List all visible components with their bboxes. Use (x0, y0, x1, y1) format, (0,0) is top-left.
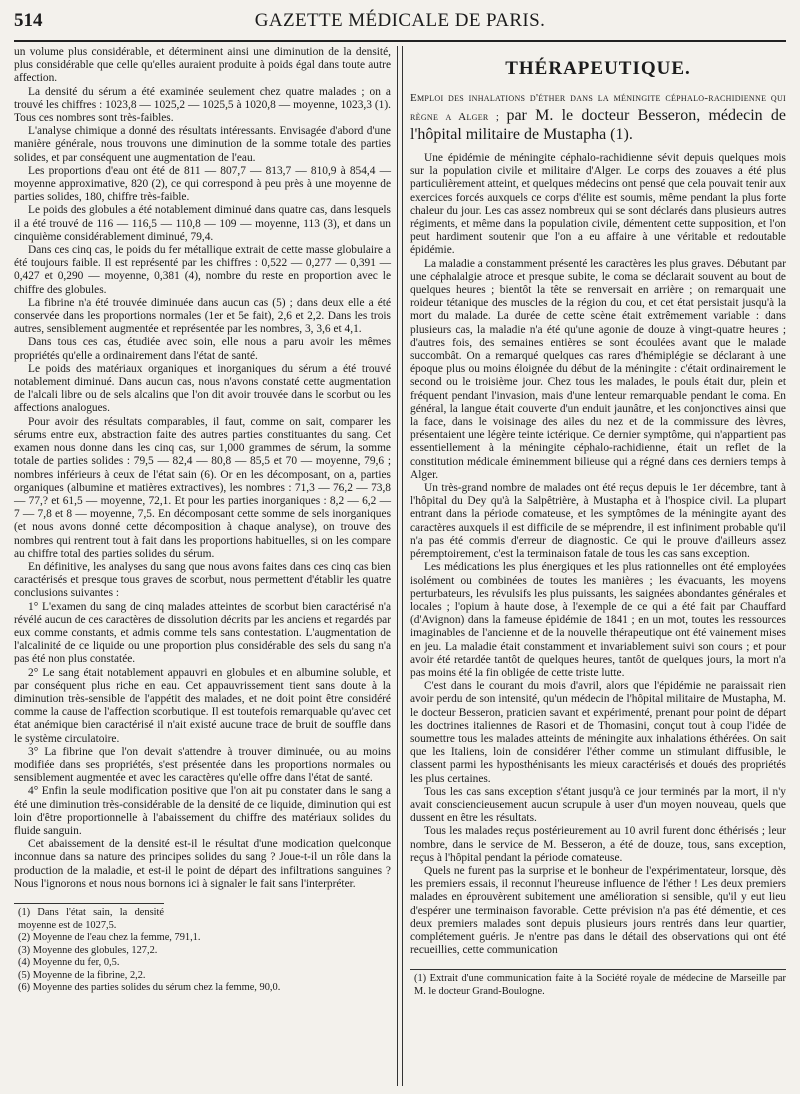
paragraph: Quels ne furent pas la surprise et le bonheur de l'expérimentateur, lorsque, dès les premiers essais, il reconnut l'heureuse influence de l'éther ! Les deux premiers malades en éprouvèrent subitement une amélioration si sensible, qu'il y eut lieu d'espérer une terminaison favorable. Cette prévision n'a pas été démentie, et ces deux premiers malades sont depuis plusieurs jours rentrés dans leur quartier, complétement guéris. Je n'entre pas dans le détail des observations qui ont été recueillies, cette communication (410, 864, 786, 957)
paragraph: 2° Le sang était notablement appauvri en globules et en albumine soluble, et par conséquent plus riche en eau. Cet appauvrissement tient sans doute à la diminution très-sensible de l'appétit des malades, et ne doit point être considéré comme la cause de l'affection scorbutique. Il est toutefois remarquable qu'avec cet état anémique bien caractérisé il n'ait existé aucune trace de bruit de souffle dans le système circulatoire. (14, 666, 391, 745)
page-number: 514 (14, 10, 43, 31)
paragraph: La densité du sérum a été examinée seulement chez quatre malades ; on a trouvé les chiffres : 1023,8 — 1025,2 — 1025,5 à 1020,8 — moyenne, 1023,3 (1). Tous ces nombres sont très-faibles. (14, 85, 391, 125)
paragraph: Pour avoir des résultats comparables, il faut, comme on sait, comparer les sérums entre eux, abstraction faite des autres parties constituantes du sang. Cet examen nous donne dans les cinq cas, sur 1,000 grammes de sérum, la somme totale de parties solides : 79,5 — 82,4 — 80,8 — 85,5 et 70 — moyenne, 79,6 ; nombres inférieurs à ceux de l'état sain (6). Or en les décomposant, on a, parties organiques (albumine et matières extractives), les nombres : 71,3 — 76,2 — 73,8 — 77,? et 61,5 — moyenne, 72,1. Et pour les parties inorganiques : 8,2 — 6,2 — 7 — 7,8 et 8 — moyenne, 7,5. En décomposant cette somme de sels inorganiques (et nous avons donné cette décomposition à chaque analyse), on trouve des nombres qui rentrent tout à fait dans les proportions habituelles, si on les compare au chiffre total des parties solides du sérum. (14, 415, 391, 560)
paragraph: un volume plus considérable, et déterminent ainsi une diminution de la densité, plus considérable que celle qu'elles auraient produite à poids égal dans toute autre affection. (14, 46, 391, 85)
paragraph: 3° La fibrine que l'on devait s'attendre à trouver diminuée, ou au moins modifiée dans ses propriétés, s'est présentée dans les proportions normales ou sensiblement augmentée et avec les caractères qu'elle offre dans l'état de santé. (14, 745, 391, 785)
paragraph: Dans ces cinq cas, le poids du fer métallique extrait de cette masse globulaire a été toujours faible. Il est représenté par les chiffres : 0,522 — 0,277 — 0,391 — 0,427 et 0,290 — moyenne, 0,381 (4), nombre du reste en proportion avec le chiffre des globules. (14, 244, 391, 296)
paragraph: Les médications les plus énergiques et les plus rationnelles ont été employées isolément ou combinées de toutes les manières ; les évacuants, les moyens perturbateurs, les révulsifs les plus puissants, les saignées abondantes générales et locales ; l'opium à haute dose, à l'exemple de ce qui a été fait par Chauffard (d'Avignon) dans la fameuse épidémie de 1841 ; en un mot, toutes les ressources imaginables de l'ancienne et de la nouvelle thérapeutique ont été vainement mises en jeu. La maladie était constamment et invariablement suivi son cours ; et pour avoir été retardée tantôt de quelques heures, tantôt de quelques jours, la mort n'a pas moins été la fin obligée de cette triste lutte. (410, 561, 786, 679)
paragraph: Les proportions d'eau ont été de 811 — 807,7 — 813,7 — 810,9 à 854,4 — moyenne approximative, 820 (2), ce qui correspond à peu près à une moyenne de parties solides, 180, chiffre très-faible. (14, 164, 391, 204)
header-rule (14, 40, 786, 42)
paragraph: Cet abaissement de la densité est-il le résultat d'une modication quelconque inconnue dans sa nature des principes solides du sang ? Joue-t-il un rôle dans la production de la maladie, et est-il le point de départ des infiltrations sanguines ? Nous l'ignorons et nous nous bornons ici à signaler le fait sans l'interpréter. (14, 838, 391, 890)
left-footnotes-list (14, 932, 391, 995)
article-title (410, 88, 786, 144)
footnote: (4) Moyenne du fer, 0,5. (18, 957, 120, 968)
paragraph: 1° L'examen du sang de cinq malades atteintes de scorbut bien caractérisé n'a révélé aucun de ces caractères de dissolution décrits par les anciens et regardés par eux comme constants, et admis comme tels sans contestation. L'augmentation de l'alcalinité de ce liquide ou une proportion plus considérable des sels du sang n'a pas été non plus constatée. (14, 600, 391, 666)
page-header (0, 0, 800, 44)
paragraph: Tous les cas sans exception s'étant jusqu'à ce jour terminés par la mort, il n'y avait consciencieusement aucun scrupule à user d'un moyen nouveau, quels que dussent en être les résultats. (410, 785, 786, 825)
paragraph: Une épidémie de méningite céphalo-rachidienne sévit depuis quelques mois sur la population civile et militaire d'Alger. Le corps des zouaves a été plus particulièrement atteint, et quelques médecins ont pensé que cela pouvait tenir aux exercices forcés auxquels ce corps d'élite est soumis, même pendant la plus forte chaleur du jour. Les cas assez nombreux qui se sont déclarés dans plusieurs autres régiments, et même dans la population civile, démentent cette supposition, et l'on peut hardiment soutenir que l'on a eu affaire à une véritable et redoutable épidémie. (410, 152, 786, 257)
footnote: (5) Moyenne de la fibrine, 2,2. (18, 969, 146, 981)
article-title-caps: Emploi des inhalations d'éther dans la méningite céphalo-rachidienne qui règne a Alger ; (410, 92, 786, 123)
column-divider (397, 46, 403, 1086)
footnote: (1) Extrait d'une communication faite à la Société royale de médecine de Marseille par M. le docteur Grand-Boulogne. (414, 973, 786, 997)
paragraph: L'analyse chimique a donné des résultats intéressants. Envisagée d'abord d'une manière générale, nous trouvons une diminution de la somme totale des parties solides, et par conséquent une augmentation de l'eau. (14, 125, 391, 164)
paragraph: Le poids des matériaux organiques et inorganiques du sérum a été trouvé notablement diminué. Dans aucun cas, nous n'avons constaté cette augmentation de l'alcali libre ou de sels alcalins que l'on dit avoir trouvée dans le scorbut ou les affections analogues. (14, 362, 391, 415)
section-title: THÉRAPEUTIQUE. (505, 58, 691, 79)
footnote: (3) Moyenne des globules, 127,2. (18, 944, 158, 956)
paragraph: Tous les malades reçus postérieurement au 10 avril furent donc éthérisés ; leur nombre, dans le service de M. Besseron, a été de douze, tous, sans exception, reçus à l'hôpital pendant la période comateuse. (410, 825, 786, 864)
article-author: par M. le docteur Besseron, médecin de l'hôpital militaire de Mustapha (1). (410, 107, 786, 143)
right-footnotes (410, 969, 786, 998)
paragraph: En définitive, les analyses du sang que nous avons faites dans ces cinq cas bien caractérisés et presque tous graves de scorbut, nous permettent d'établir les quatre conclusions suivantes : (14, 560, 391, 600)
paragraph: C'est dans le courant du mois d'avril, alors que l'épidémie ne paraissait rien avoir perdu de son intensité, qu'un médecin de l'hôpital militaire de Mustapha, M. le docteur Besseron, praticien savant et expérimenté, prenant pour point de départ les doctrines italiennes de Rasori et de Thomasini, conçut tout à coup l'idée de soumettre tous les malades atteints de méningite aux inhalations éthérées. On sait que les Italiens, loin de considérer l'éther comme un stimulant diffusible, le classent parmi les hyposthénisants les mieux caractérisés et doués des propriétés les plus certaines. (410, 680, 786, 785)
footnote: (2) Moyenne de l'eau chez la femme, 791,1. (18, 932, 201, 943)
left-column (14, 46, 391, 995)
left-footnotes (14, 903, 164, 932)
paragraph: Dans tous ces cas, étudiée avec soin, elle nous a paru avoir les mêmes propriétés qu'elle a ordinairement dans l'état de santé. (14, 336, 391, 362)
journal-title: GAZETTE MÉDICALE DE PARIS. (254, 10, 546, 31)
paragraph: Un très-grand nombre de malades ont été reçus depuis le 1er décembre, tant à l'hôpital du Dey qu'à la Salpêtrière, à Mustapha et à l'hospice civil. La plupart entrant dans la période comateuse, et les symptômes de la méningite ayant des caractères auxquels il est difficile de se méprendre, il est infiniment probable qu'il n'a pas été commis d'erreur de diagnostic. Ce qui le prouve d'ailleurs assez péremptoirement, c'est la terminaison fatale de tous les cas sans exception. (410, 482, 786, 561)
footnote: (6) Moyenne des parties solides du sérum chez la femme, 90,0. (18, 982, 281, 993)
paragraph: La maladie a constamment présenté les caractères les plus graves. Débutant par une céphalalgie atroce et presque subite, le coma se déclarait souvent au bout de quelques heures ; bientôt la tête se renversait en arrière ; on remarquait une roideur tétanique des muscles de la région du cou, et cet état persistait jusqu'à la mort du malade. La durée de cette scène était extrêmement variable : dans plusieurs cas, la maladie n'a été qu'une agonie de douze à vingt-quatre heures ; d'autres fois, des semaines entières se sont écoulées avant que le malade succombât. On a remarqué quelques cas rares d'hémiplégie se déclarant à une époque plus ou moins éloignée du début de la méningite : c'était ordinairement le second ou le troisième jour. Chez tous les malades, le pouls était dur, plein et fréquent pendant l'invasion, mais d'une lenteur remarquable pendant le coma. En général, la langue était couverte d'un enduit jaunâtre, et les conjonctives ainsi que la face, dans le voisinage des ailes du nez et de la commissure des lèvres, présentaient une légère teinte ictérique. Ce dernier symptôme, qui n'appartient pas essentiellement à la méningite céphalo-rachidienne, était un reflet de la constitution médicale éminemment bilieuse qui a régné dans ces derniers temps à Alger. (410, 257, 786, 481)
right-column (410, 46, 786, 998)
paragraph: La fibrine n'a été trouvée diminuée dans aucun cas (5) ; dans deux elle a été conservée dans les proportions normales (1er et 5e fait), 2,6 et 2,2. Dans les trois autres, sensiblement augmentée et représentée par les nombres, 3, 3,6 et 4,1. (14, 296, 391, 336)
paragraph: Le poids des globules a été notablement diminué dans quatre cas, dans lesquels il a été trouvé de 116 — 116,5 — 110,8 — 109 — moyenne, 113 (3), et dans un cinquième considérablement diminué, 79,4. (14, 204, 391, 243)
paragraph: 4° Enfin la seule modification positive que l'on ait pu constater dans le sang a été une diminution très-considérable de la densité de ce liquide, diminution qui est loin d'être proportionnelle à l'abaissement du chiffre des matériaux solides du fluide sanguin. (14, 785, 391, 837)
footnote: (1) Dans l'état sain, la densité moyenne est de 1027,5. (18, 907, 164, 931)
